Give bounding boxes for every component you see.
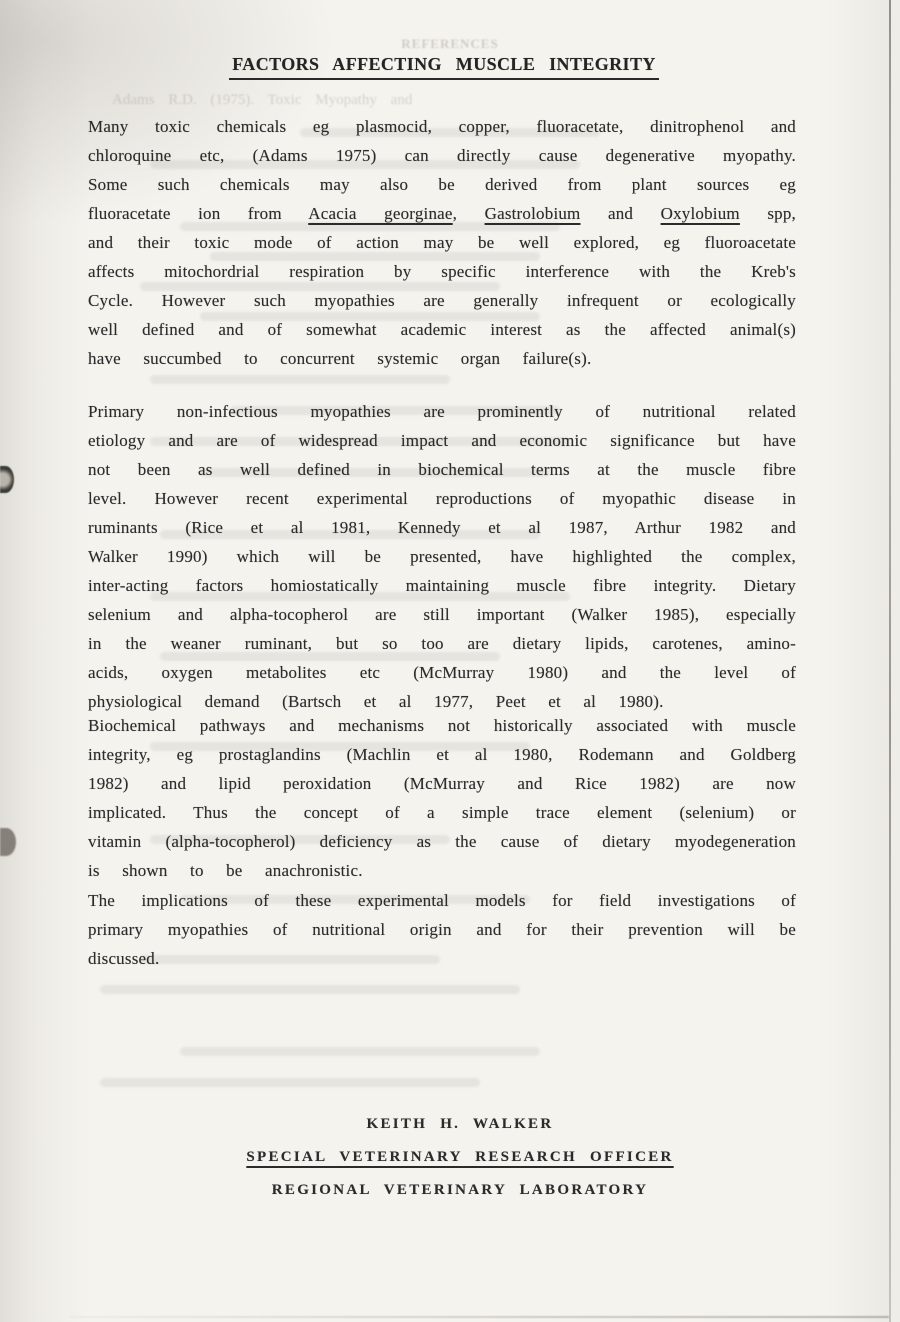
text-run: Many toxic chemicals eg plasmocid, copper, fluoracetate, dinitrophenol and chloroquine etc, (Adams 1975) can directly cause degenerative myopathy. Some such chemicals may also be derived from plant sources eg fluoracetate ion from xyxy=(88,117,796,223)
paragraph-toxic-chemicals xyxy=(88,112,796,373)
text-run: The implications of these experimental models for field investigations of primary myopathies of nutritional origin and for their prevention will be discussed. xyxy=(88,891,796,968)
signature-block xyxy=(20,1108,900,1207)
bleed-through-text: Adams R.D. (1975). Toxic Myopathy and xyxy=(112,92,413,108)
author-name: KEITH H. WALKER xyxy=(366,1116,554,1132)
text-run: Primary non-infectious myopathies are prominently of nutritional related etiology and are of widespread impact and economic significance but have not been as well defined in biochemical terms at the muscle fibre level. However recent experimental reproductions of myopathic disease in ruminants (Rice et al 1981, Kennedy et al 1987, Arthur 1982 and Walker 1990) which will be presented, have highlighted the complex, inter-acting factors homiostatically maintaining muscle fibre integrity. Dietary selenium and alpha-tocopherol are still important (Walker 1985), especially in the weaner ruminant, but so too are dietary lipids, carotenes, amino-acids, oxygen metabolites etc (McMurray 1980) and the level of physiological demand (Bartsch et al 1977, Peet et al 1980). xyxy=(88,402,796,711)
paragraph-biochemical-pathways xyxy=(88,711,796,885)
text-run: and xyxy=(580,204,661,223)
text-run: , xyxy=(452,204,485,223)
paragraph-implications xyxy=(88,886,796,973)
text-run-underlined: Oxylobium xyxy=(660,204,740,223)
text-run-underlined: Gastrolobium xyxy=(484,204,581,223)
text-run-underlined: Acacia georginae xyxy=(308,204,453,223)
author-organization: REGIONAL VETERINARY LABORATORY xyxy=(271,1182,649,1198)
page-title: FACTORS AFFECTING MUSCLE INTEGRITY xyxy=(229,54,659,80)
text-run: Biochemical pathways and mechanisms not historically associated with muscle integrity, eg prostaglandins (Machlin et al 1980, Rodemann and Goldberg 1982) and lipid peroxidation (McMurray and Rice 1982) are now implicated. Thus the concept of a simple trace element (selenium) or vitamin (alpha-tocopherol) deficiency as the cause of dietary myodegeneration is shown to be anachronistic. xyxy=(88,716,796,880)
bleed-through-heading: REFERENCES xyxy=(401,36,499,51)
title-row xyxy=(0,54,888,80)
paragraph-nutritional-myopathies xyxy=(88,397,796,716)
text-run: spp, and their toxic mode of action may be well explored, eg fluoroacetate affects mitochordrial respiration by specific interference with the Kreb's Cycle. However such myopathies are generally infrequent or ecologically well defined and of somewhat academic interest as the affected animal(s) have succumbed to concurrent systemic organ failure(s). xyxy=(88,204,797,368)
author-title: SPECIAL VETERINARY RESEARCH OFFICER xyxy=(246,1149,674,1165)
